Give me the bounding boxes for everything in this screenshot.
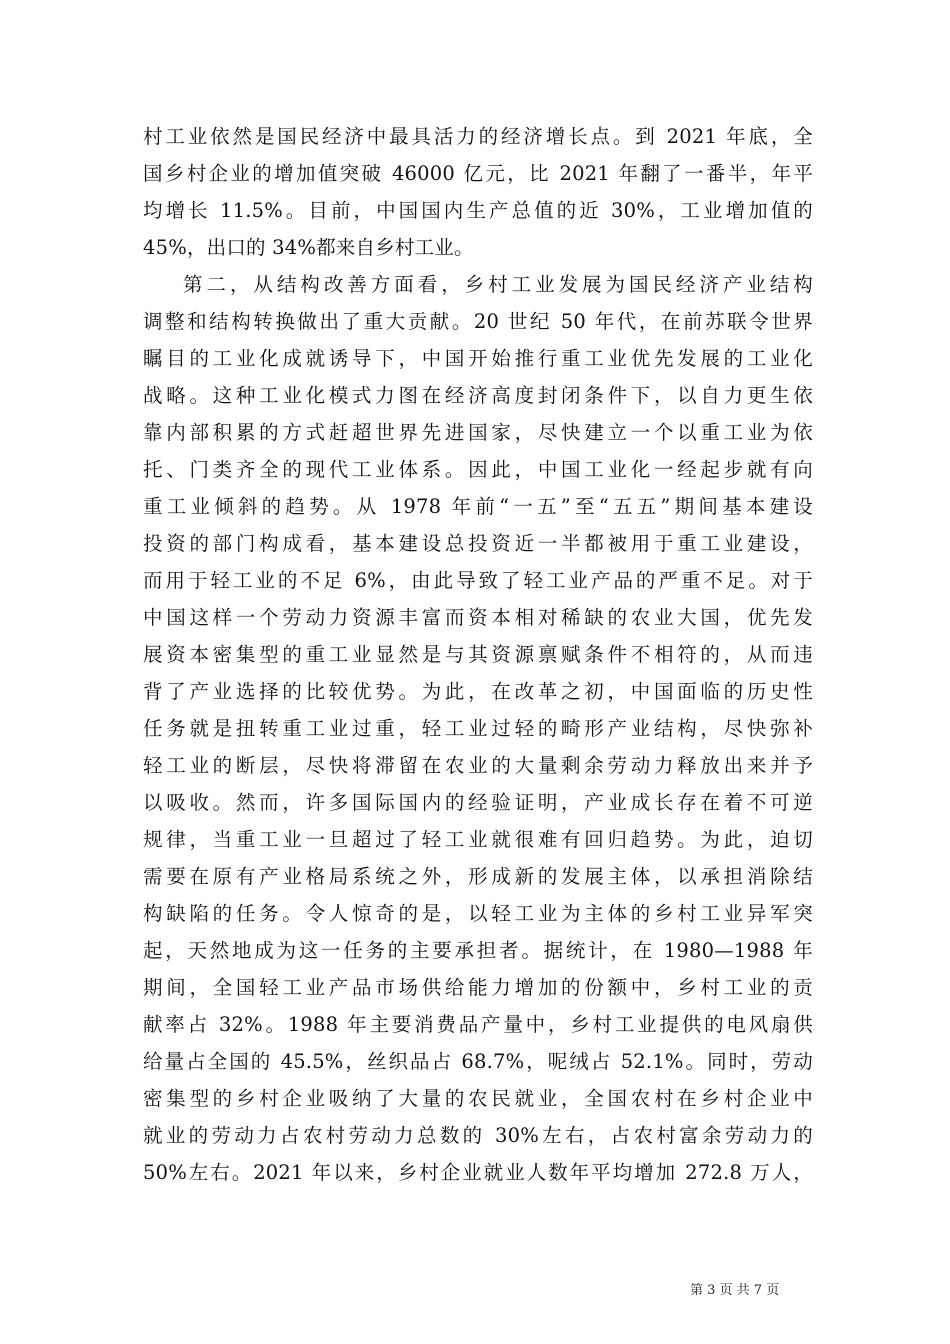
text-line: 以吸收。然而，许多国际国内的经验证明，产业成长存在着不可逆 [143, 791, 813, 814]
text-line: 托、门类齐全的现代工业体系。因此，中国工业化一经起步就有向 [143, 458, 813, 481]
text-line: 瞩目的工业化成就诱导下，中国开始推行重工业优先发展的工业化 [143, 347, 813, 370]
text-line: 靠内部积累的方式赶超世界先进国家，尽快建立一个以重工业为依 [143, 421, 813, 444]
text-line: 第二，从结构改善方面看，乡村工业发展为国民经济产业结构 [183, 273, 813, 296]
text-line: 期间，全国轻工业产品市场供给能力增加的份额中，乡村工业的贡 [143, 976, 813, 999]
text-line: 给量占全国的 45.5%，丝织品占 68.7%，呢绒占 52.1%。同时，劳动 [143, 1050, 813, 1073]
page-number: 第 3 页 共 7 页 [690, 1283, 780, 1298]
text-line: 中国这样一个劳动力资源丰富而资本相对稀缺的农业大国，优先发 [143, 606, 813, 629]
text-line: 起，天然地成为这一任务的主要承担者。据统计，在 1980—1988 年 [143, 939, 813, 962]
paragraph-2 [143, 266, 813, 1191]
text-line: 献率占 32%。1988 年主要消费品产量中，乡村工业提供的电风扇供 [143, 1013, 813, 1036]
text-line: 50%左右。2021 年以来，乡村企业就业人数年平均增加 272.8 万人， [143, 1161, 813, 1184]
text-line: 而用于轻工业的不足 6%，由此导致了轻工业产品的严重不足。对于 [143, 569, 813, 592]
text-line: 任务就是扭转重工业过重，轻工业过轻的畸形产业结构，尽快弥补 [143, 717, 813, 740]
text-line: 需要在原有产业格局系统之外，形成新的发展主体，以承担消除结 [143, 865, 813, 888]
text-line: 密集型的乡村企业吸纳了大量的农民就业，全国农村在乡村企业中 [143, 1087, 813, 1110]
text-line: 投资的部门构成看，基本建设总投资近一半都被用于重工业建设， [143, 532, 813, 555]
text-line: 村工业依然是国民经济中最具活力的经济增长点。到 2021 年底，全 [143, 125, 813, 148]
text-line: 国乡村企业的增加值突破 46000 亿元，比 2021 年翻了一番半，年平 [143, 162, 813, 185]
text-line: 规律，当重工业一旦超过了轻工业就很难有回归趋势。为此，迫切 [143, 828, 813, 851]
body-text [143, 118, 813, 1191]
text-line: 展资本密集型的重工业显然是与其资源禀赋条件不相符的，从而违 [143, 643, 813, 666]
text-line: 轻工业的断层，尽快将滞留在农业的大量剩余劳动力释放出来并予 [143, 754, 813, 777]
text-line: 调整和结构转换做出了重大贡献。20 世纪 50 年代，在前苏联令世界 [143, 310, 813, 333]
text-line: 均增长 11.5%。目前，中国国内生产总值的近 30%，工业增加值的 [143, 199, 813, 222]
text-line: 构缺陷的任务。令人惊奇的是，以轻工业为主体的乡村工业异军突 [143, 902, 813, 925]
text-line: 战略。这种工业化模式力图在经济高度封闭条件下，以自力更生依 [143, 384, 813, 407]
text-line: 重工业倾斜的趋势。从 1978 年前“一五”至“五五”期间基本建设 [143, 495, 813, 518]
text-line: 背了产业选择的比较优势。为此，在改革之初，中国面临的历史性 [143, 680, 813, 703]
text-line: 就业的劳动力占农村劳动力总数的 30%左右，占农村富余劳动力的 [143, 1124, 813, 1147]
text-line: 45%，出口的 34%都来自乡村工业。 [143, 236, 474, 259]
paragraph-1 [143, 118, 813, 266]
